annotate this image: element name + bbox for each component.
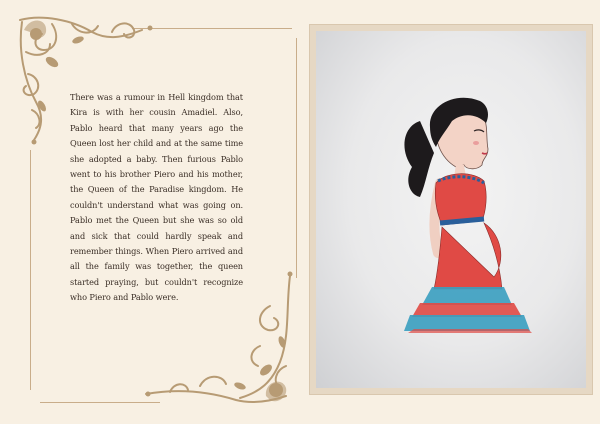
frame-line-right	[296, 38, 297, 278]
illustration-frame	[309, 24, 593, 395]
illustration-photo	[316, 31, 586, 388]
story-paragraph: There was a rumour in Hell kingdom that Kira is with her cousin Amadiel. Also, Pablo heard that many years ago the Queen lost her child and at the same time she adopted a baby. Then furious Pablo went to his brother Piero and his mother, the Queen of the Paradise kingdom. He couldn't understand what was going on. Pablo met the Queen but she was so old and sick that could hardly speak and remember things. When Piero arrived and all the family was together, the queen started praying, but couldn't recognize who Piero and Pablo were.	[70, 92, 243, 303]
frame-line-left	[30, 150, 31, 390]
pregnant-woman-drawing	[316, 31, 586, 388]
